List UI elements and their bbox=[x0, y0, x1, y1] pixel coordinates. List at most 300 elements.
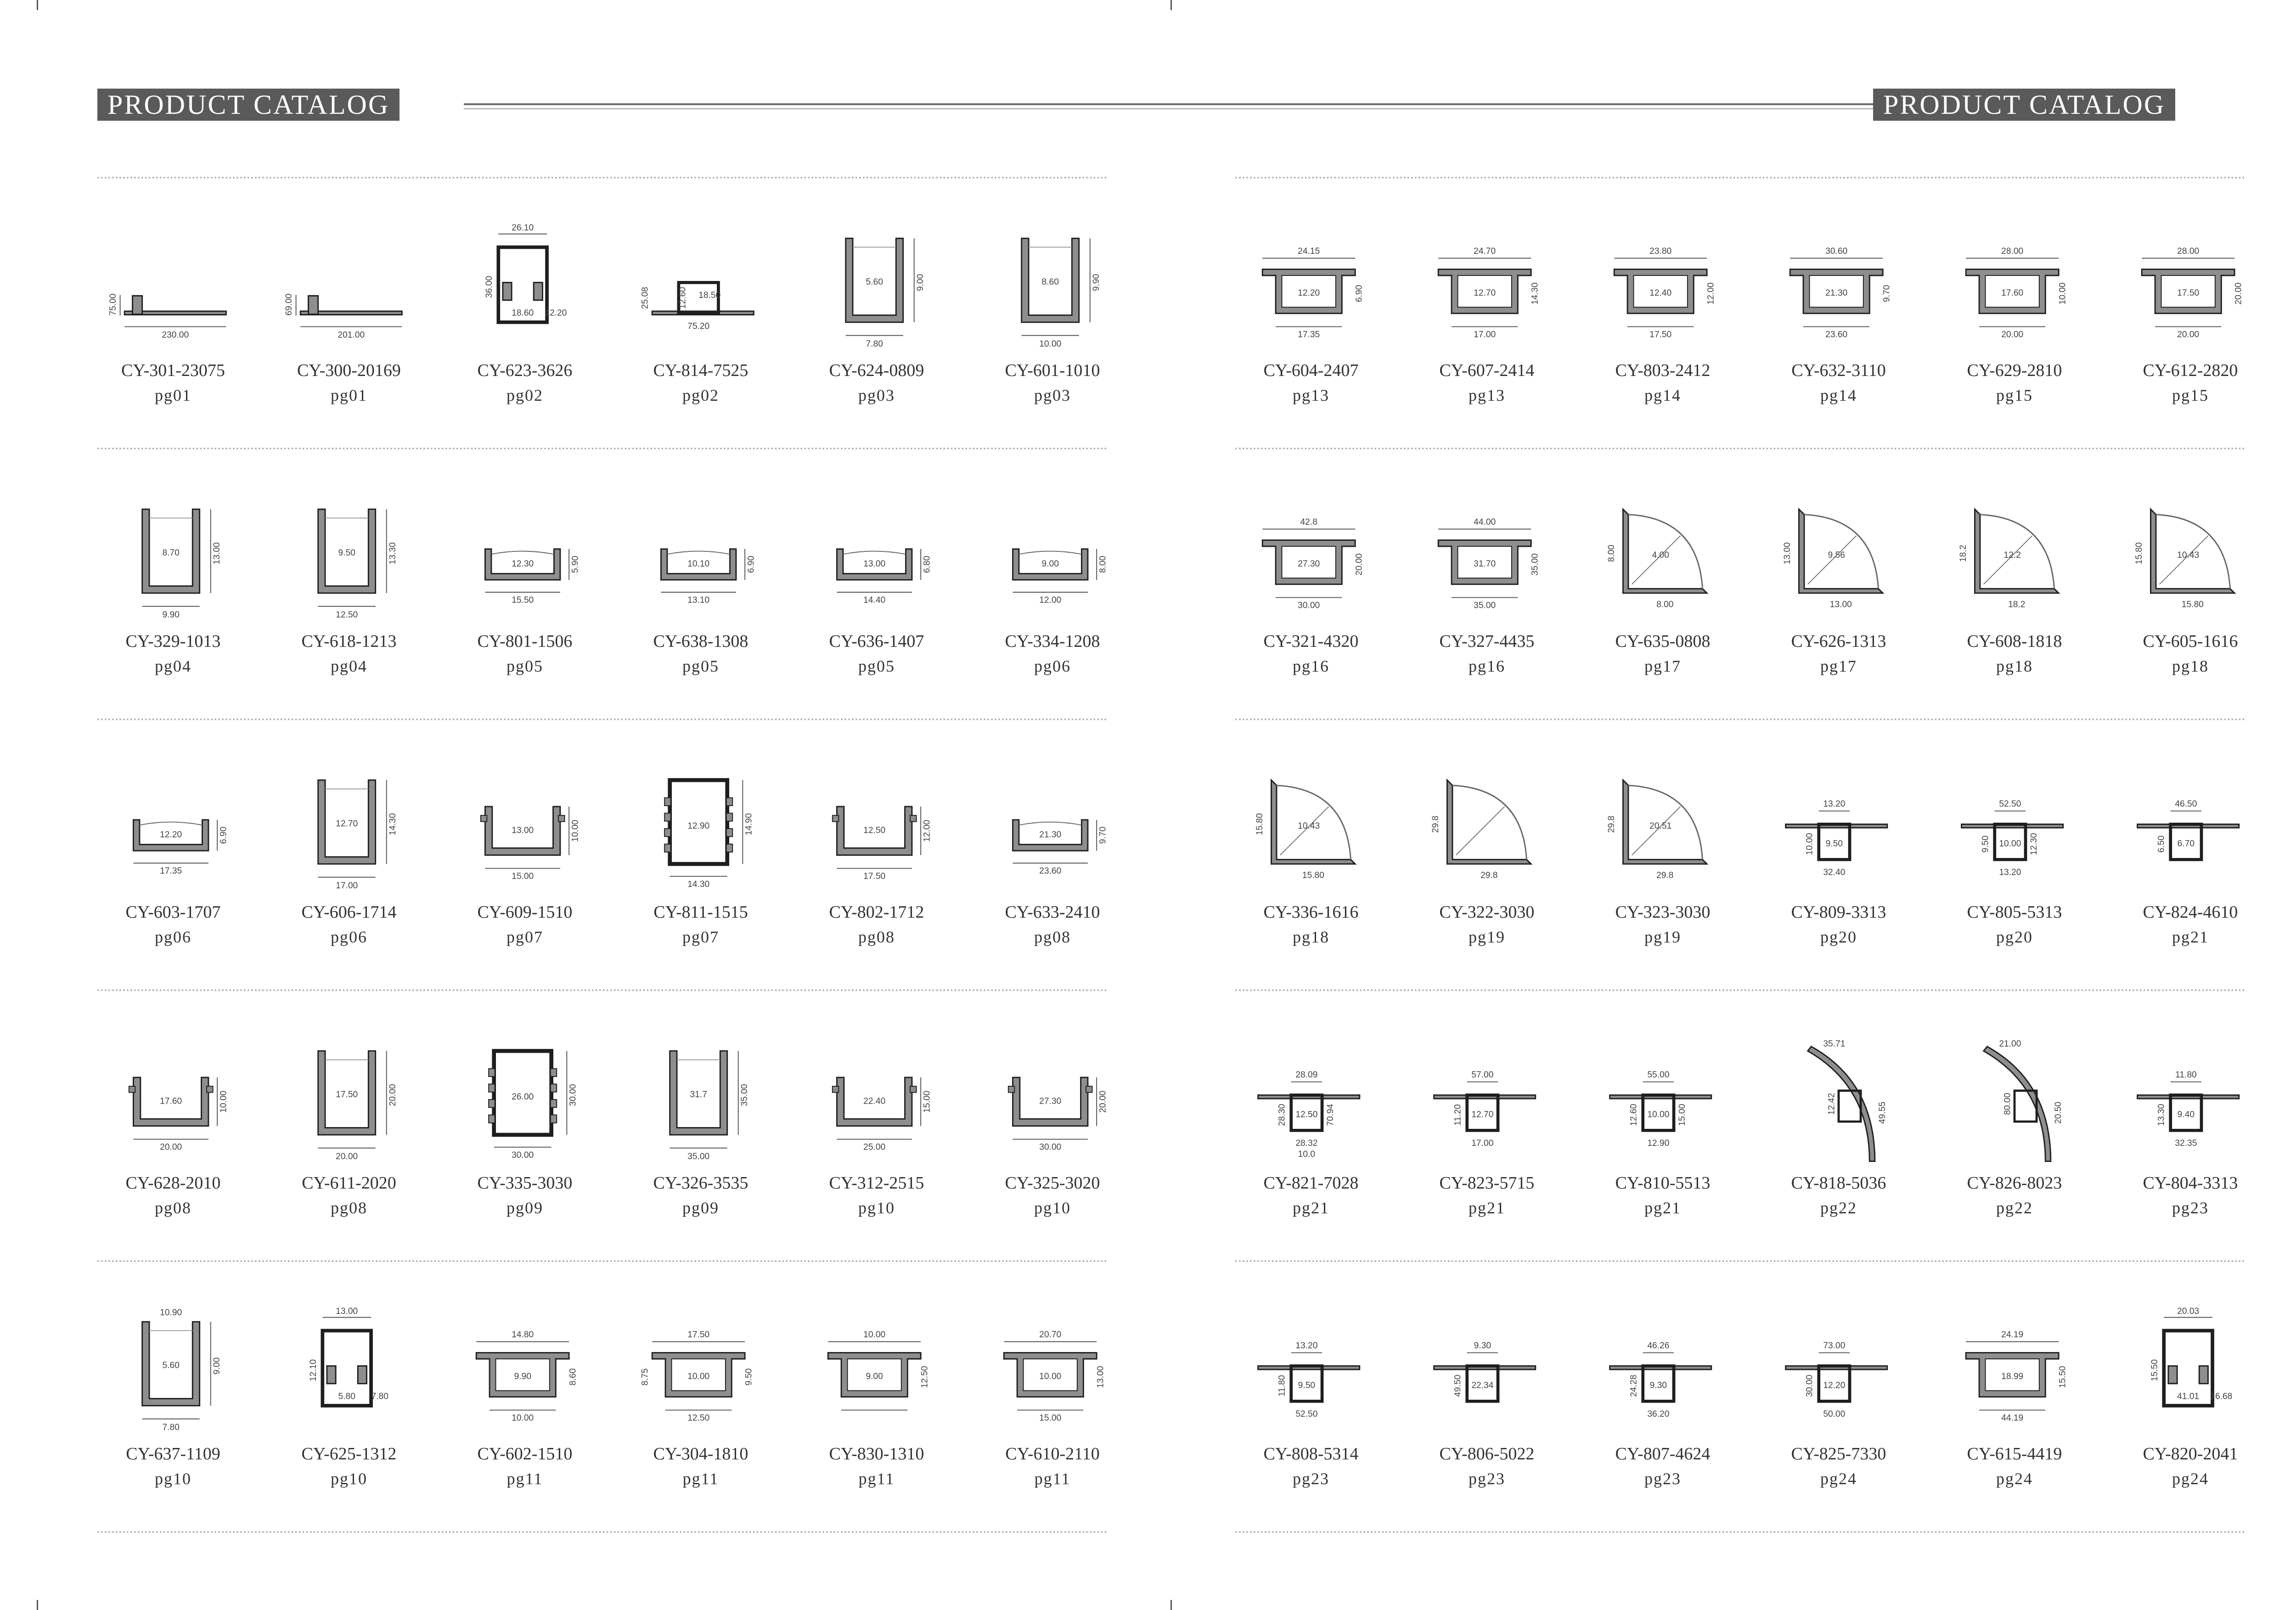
dimension-label: 12.20 bbox=[1823, 1380, 1846, 1391]
profile-shape bbox=[664, 829, 670, 836]
dimension-label: 15.00 bbox=[1039, 1413, 1062, 1423]
product-item bbox=[1939, 454, 2090, 725]
dimension-label: 20.70 bbox=[1039, 1330, 1062, 1340]
dimension-label: 15.80 bbox=[2134, 542, 2144, 565]
page-reference: pg08 bbox=[155, 1199, 191, 1217]
dimension-label: 25.00 bbox=[863, 1142, 886, 1152]
profile-shape bbox=[726, 813, 732, 821]
product-code: CY-609-1510 bbox=[477, 903, 573, 922]
product-code: CY-825-7330 bbox=[1791, 1444, 1886, 1464]
profile-drawing bbox=[467, 1295, 582, 1446]
dimension-label: 29.8 bbox=[1607, 815, 1617, 833]
dimension-label: 44.19 bbox=[2001, 1413, 2024, 1423]
dimension-label: 46.50 bbox=[2175, 799, 2197, 809]
product-item bbox=[1763, 454, 1914, 725]
page-reference: pg05 bbox=[682, 657, 719, 675]
dimension-label: 13.30 bbox=[2156, 1104, 2167, 1126]
profile-drawing bbox=[819, 482, 934, 634]
dimension-label: 20.00 bbox=[2001, 330, 2024, 340]
product-code: CY-334-1208 bbox=[1005, 632, 1100, 651]
product-item bbox=[1763, 725, 1914, 996]
dimension-label: 10.43 bbox=[1298, 821, 1320, 831]
page-reference: pg05 bbox=[506, 657, 543, 675]
dimension-label: 12.00 bbox=[1039, 595, 1062, 606]
profile-drawing bbox=[2133, 1024, 2248, 1175]
dimension-label: 28.30 bbox=[1277, 1104, 1287, 1126]
page-reference: pg24 bbox=[2172, 1470, 2209, 1488]
product-item bbox=[1235, 184, 1387, 454]
profile-drawing bbox=[1605, 1295, 1720, 1446]
profile-drawing bbox=[1781, 753, 1896, 904]
dimension-label: 35.00 bbox=[687, 1151, 710, 1161]
profile-drawing bbox=[2133, 753, 2248, 904]
dimension-label: 10.00 bbox=[1039, 339, 1062, 349]
dimension-label: 11.20 bbox=[1453, 1104, 1463, 1126]
product-code: CY-810-5513 bbox=[1615, 1173, 1711, 1193]
product-code: CY-605-1616 bbox=[2143, 632, 2238, 651]
dimension-label: 13.00 bbox=[512, 825, 534, 836]
profile-drawing bbox=[1781, 211, 1896, 363]
dimension-label: 35.00 bbox=[1530, 553, 1540, 576]
product-item bbox=[1235, 454, 1387, 725]
product-item bbox=[1411, 725, 1563, 996]
page-reference: pg10 bbox=[1034, 1199, 1071, 1217]
dimension-label: 14.30 bbox=[388, 813, 398, 836]
product-item bbox=[1939, 996, 2090, 1267]
dimension-label: 11.80 bbox=[2175, 1070, 2197, 1080]
product-item bbox=[97, 184, 249, 454]
profile-drawing bbox=[1781, 482, 1896, 634]
profile-shape bbox=[664, 813, 670, 821]
product-code: CY-638-1308 bbox=[653, 632, 748, 651]
dimension-label: 9.00 bbox=[1041, 559, 1059, 569]
dimension-label: 10.10 bbox=[687, 559, 710, 569]
product-code: CY-323-3030 bbox=[1615, 903, 1711, 922]
dimension-label: 7.80 bbox=[866, 339, 883, 349]
profile-shape bbox=[489, 1084, 495, 1092]
dimension-label: 13.00 bbox=[212, 542, 222, 565]
product-code: CY-804-3313 bbox=[2143, 1173, 2238, 1193]
product-code: CY-801-1506 bbox=[477, 632, 573, 651]
product-item bbox=[977, 184, 1128, 454]
product-item bbox=[1763, 1267, 1914, 1538]
product-code: CY-826-8023 bbox=[1967, 1173, 2062, 1193]
product-item bbox=[1587, 1267, 1739, 1538]
profile-drawing bbox=[1429, 482, 1544, 634]
product-item bbox=[273, 996, 425, 1267]
dimension-label: 17.60 bbox=[2001, 288, 2024, 298]
page-reference: pg20 bbox=[1820, 928, 1857, 946]
dimension-label: 13.30 bbox=[388, 542, 398, 565]
dimension-label: 23.60 bbox=[1825, 330, 1848, 340]
dimension-label: 14.80 bbox=[512, 1330, 534, 1340]
product-code: CY-830-1310 bbox=[829, 1444, 924, 1464]
profile-shape bbox=[1456, 807, 1505, 855]
dimension-label: 10.0 bbox=[1298, 1150, 1316, 1159]
row-separator bbox=[97, 1260, 1108, 1262]
profile-drawing bbox=[1957, 1295, 2072, 1446]
product-code: CY-811-1515 bbox=[653, 903, 748, 922]
profile-drawing bbox=[1781, 1024, 1896, 1175]
product-code: CY-635-0808 bbox=[1615, 632, 1711, 651]
dimension-label: 17.50 bbox=[2177, 288, 2200, 298]
profile-drawing bbox=[292, 753, 406, 904]
dimension-label: 13.00 bbox=[1096, 1366, 1106, 1388]
dimension-label: 23.80 bbox=[1649, 246, 1672, 256]
dimension-label: 9.50 bbox=[1825, 839, 1843, 849]
dimension-label: 70.94 bbox=[1326, 1104, 1336, 1126]
dimension-label: 10.00 bbox=[512, 1413, 534, 1423]
profile-drawing bbox=[1254, 753, 1368, 904]
product-item bbox=[2115, 725, 2266, 996]
row-separator bbox=[1235, 989, 2245, 991]
dimension-label: 9.50 bbox=[744, 1368, 754, 1386]
dimension-label: 13.20 bbox=[1823, 799, 1846, 809]
crop-mark bbox=[1171, 1600, 1172, 1610]
dimension-label: 5.60 bbox=[162, 1361, 180, 1371]
dimension-label: 12.60 bbox=[1629, 1104, 1639, 1126]
page-reference: pg15 bbox=[1996, 386, 2033, 404]
profile-drawing bbox=[2133, 211, 2248, 363]
dimension-label: 10.00 bbox=[219, 1090, 229, 1113]
dimension-label: 16.68 bbox=[2210, 1391, 2233, 1402]
product-item bbox=[273, 1267, 425, 1538]
dimension-label: 201.00 bbox=[338, 330, 365, 340]
dimension-label: 12.70 bbox=[336, 819, 358, 829]
dimension-label: 25.08 bbox=[640, 286, 650, 309]
product-code: CY-602-1510 bbox=[477, 1444, 573, 1464]
profile-drawing bbox=[1957, 211, 2072, 363]
dimension-label: 28.32 bbox=[1295, 1138, 1318, 1148]
dimension-label: 9.50 bbox=[1298, 1380, 1316, 1391]
dimension-label: 21.00 bbox=[1999, 1039, 2021, 1049]
dimension-label: 15.00 bbox=[1677, 1104, 1688, 1126]
dimension-label: 24.70 bbox=[1474, 246, 1496, 256]
dimension-label: 17.50 bbox=[336, 1090, 358, 1100]
page-reference: pg15 bbox=[2172, 386, 2209, 404]
profile-shape bbox=[358, 1366, 366, 1383]
dimension-label: 24.19 bbox=[2001, 1330, 2024, 1340]
page-reference: pg19 bbox=[1469, 928, 1505, 946]
dimension-label: 24.28 bbox=[1629, 1374, 1639, 1397]
dimension-label: 49.55 bbox=[1877, 1101, 1887, 1124]
profile-drawing bbox=[1957, 1024, 2072, 1175]
product-code: CY-301-23075 bbox=[121, 361, 225, 380]
page-reference: pg05 bbox=[858, 657, 895, 675]
page-reference: pg02 bbox=[682, 386, 719, 404]
page-reference: pg10 bbox=[858, 1199, 895, 1217]
profile-drawing bbox=[1254, 1024, 1368, 1175]
product-code: CY-312-2515 bbox=[829, 1173, 924, 1193]
profile-shape bbox=[833, 815, 838, 821]
product-code: CY-821-7028 bbox=[1263, 1173, 1359, 1193]
dimension-label: 12.2 bbox=[2003, 550, 2021, 560]
product-item bbox=[801, 996, 952, 1267]
dimension-label: 9.50 bbox=[338, 548, 355, 558]
dimension-label: 12.50 bbox=[920, 1366, 930, 1388]
dimension-label: 5.90 bbox=[570, 555, 580, 573]
dimension-label: 20.00 bbox=[1354, 553, 1364, 576]
product-code: CY-603-1707 bbox=[125, 903, 221, 922]
dimension-label: 15.80 bbox=[2181, 600, 2204, 610]
dimension-label: 9.56 bbox=[1828, 550, 1845, 560]
product-code: CY-818-5036 bbox=[1791, 1173, 1886, 1193]
dimension-label: 23.60 bbox=[1039, 866, 1062, 876]
profile-drawing bbox=[467, 753, 582, 904]
dimension-label: 17.35 bbox=[1298, 330, 1320, 340]
dimension-label: 12.20 bbox=[1298, 288, 1320, 298]
dimension-label: 9.90 bbox=[162, 610, 180, 620]
profile-drawing bbox=[1605, 1024, 1720, 1175]
profile-drawing bbox=[643, 1024, 758, 1175]
dimension-label: 12.70 bbox=[1471, 1110, 1494, 1120]
dimension-label: 12.50 bbox=[1295, 1110, 1318, 1120]
dimension-label: 21.30 bbox=[1825, 288, 1848, 298]
product-code: CY-336-1616 bbox=[1263, 903, 1359, 922]
profile-shape bbox=[551, 1100, 557, 1107]
profile-shape bbox=[309, 296, 318, 314]
dimension-label: 27.30 bbox=[1039, 1096, 1062, 1106]
product-item bbox=[977, 1267, 1128, 1538]
page-reference: pg01 bbox=[331, 386, 367, 404]
dimension-label: 24.15 bbox=[1298, 246, 1320, 256]
profile-drawing bbox=[640, 211, 758, 363]
page-reference: pg19 bbox=[1644, 928, 1681, 946]
dimension-label: 10.90 bbox=[160, 1307, 182, 1318]
crop-mark bbox=[1171, 0, 1172, 10]
product-code: CY-636-1407 bbox=[829, 632, 924, 651]
dimension-label: 9.50 bbox=[1981, 835, 1991, 853]
dimension-label: 5.80 bbox=[338, 1391, 355, 1402]
page-reference: pg06 bbox=[331, 928, 367, 946]
profile-shape bbox=[1452, 785, 1527, 860]
product-item bbox=[801, 184, 952, 454]
product-item bbox=[625, 454, 777, 725]
product-code: CY-623-3626 bbox=[477, 361, 573, 380]
profile-shape bbox=[558, 815, 564, 821]
product-item bbox=[1411, 184, 1563, 454]
profile-shape bbox=[551, 1115, 557, 1123]
product-code: CY-820-2041 bbox=[2143, 1444, 2238, 1464]
dimension-label: 17.60 bbox=[160, 1096, 182, 1106]
profile-shape bbox=[2199, 1366, 2208, 1383]
page-reference: pg08 bbox=[331, 1199, 367, 1217]
profile-shape bbox=[726, 844, 732, 852]
product-item bbox=[1763, 996, 1914, 1267]
page-reference: pg22 bbox=[1820, 1199, 1857, 1217]
row-separator bbox=[1235, 1260, 2245, 1262]
page-reference: pg10 bbox=[331, 1470, 367, 1488]
dimension-label: 230.00 bbox=[162, 330, 189, 340]
product-code: CY-626-1313 bbox=[1791, 632, 1886, 651]
page-reference: pg14 bbox=[1820, 386, 1857, 404]
product-item bbox=[1411, 996, 1563, 1267]
product-code: CY-606-1714 bbox=[301, 903, 397, 922]
dimension-label: 8.60 bbox=[1041, 277, 1059, 287]
profile-drawing bbox=[2133, 1295, 2248, 1446]
dimension-label: 14.30 bbox=[1530, 282, 1540, 305]
profile-shape bbox=[1019, 822, 1082, 825]
dimension-label: 9.30 bbox=[1649, 1380, 1667, 1391]
dimension-label: 20.00 bbox=[2234, 282, 2244, 305]
profile-drawing bbox=[1429, 1295, 1544, 1446]
profile-shape bbox=[489, 1115, 495, 1123]
dimension-label: 17.50 bbox=[687, 1330, 710, 1340]
page-reference: pg14 bbox=[1644, 386, 1681, 404]
dimension-label: 12.60 bbox=[678, 286, 688, 309]
dimension-label: 12.10 bbox=[308, 1359, 318, 1382]
dimension-label: 10.00 bbox=[1999, 839, 2021, 849]
dimension-label: 6.70 bbox=[2177, 839, 2195, 849]
page-reference: pg07 bbox=[506, 928, 543, 946]
page-reference: pg04 bbox=[331, 657, 367, 675]
dimension-label: 9.00 bbox=[866, 1372, 883, 1382]
dimension-label: 29.8 bbox=[1656, 870, 1674, 881]
profile-drawing bbox=[292, 1295, 406, 1446]
page-reference: pg03 bbox=[858, 386, 895, 404]
dimension-label: 18.99 bbox=[2001, 1372, 2024, 1382]
row-separator bbox=[1235, 448, 2245, 449]
dimension-label: 12.90 bbox=[687, 821, 710, 831]
dimension-label: 18.2 bbox=[2008, 600, 2026, 610]
product-code: CY-629-2810 bbox=[1967, 361, 2062, 380]
dimension-label: 18.50 bbox=[698, 291, 721, 301]
product-code: CY-335-3030 bbox=[477, 1173, 573, 1193]
dimension-label: 26.10 bbox=[512, 223, 534, 233]
product-item bbox=[2115, 996, 2266, 1267]
profile-drawing bbox=[819, 753, 934, 904]
product-code: CY-300-20169 bbox=[297, 361, 401, 380]
product-code: CY-632-3110 bbox=[1791, 361, 1886, 380]
page-reference: pg03 bbox=[1034, 386, 1071, 404]
product-code: CY-325-3020 bbox=[1005, 1173, 1100, 1193]
product-code: CY-608-1818 bbox=[1967, 632, 2062, 651]
profile-drawing bbox=[116, 1024, 231, 1175]
product-item bbox=[449, 454, 601, 725]
profile-shape bbox=[667, 551, 730, 555]
dimension-label: 10.00 bbox=[1647, 1110, 1670, 1120]
dimension-label: 6.50 bbox=[2156, 835, 2167, 853]
dimension-label: 9.00 bbox=[915, 274, 925, 292]
dimension-label: 30.00 bbox=[1298, 600, 1320, 611]
profile-drawing bbox=[819, 1024, 934, 1175]
dimension-label: 22.40 bbox=[863, 1096, 886, 1106]
dimension-label: 4.00 bbox=[1652, 550, 1669, 560]
product-item bbox=[97, 996, 249, 1267]
dimension-label: 57.00 bbox=[1471, 1070, 1494, 1080]
row-separator bbox=[97, 989, 1108, 991]
page-reference: pg08 bbox=[1034, 928, 1071, 946]
product-item bbox=[449, 184, 601, 454]
dimension-label: 15.50 bbox=[2058, 1366, 2068, 1388]
row-separator bbox=[97, 177, 1108, 179]
product-code: CY-604-2407 bbox=[1263, 361, 1359, 380]
product-code: CY-803-2412 bbox=[1615, 361, 1711, 380]
dimension-label: 10.00 bbox=[687, 1372, 710, 1382]
page-reference: pg22 bbox=[1996, 1199, 2033, 1217]
product-item bbox=[625, 1267, 777, 1538]
product-item bbox=[2115, 184, 2266, 454]
profile-drawing bbox=[995, 211, 1110, 363]
page-reference: pg18 bbox=[2172, 657, 2209, 675]
dimension-label: 10.00 bbox=[2058, 282, 2068, 305]
product-item bbox=[97, 454, 249, 725]
dimension-label: 13.00 bbox=[336, 1306, 358, 1316]
dimension-label: 17.35 bbox=[160, 866, 182, 876]
dimension-label: 6.90 bbox=[1354, 285, 1364, 303]
dimension-label: 8.60 bbox=[568, 1368, 578, 1386]
product-code: CY-611-2020 bbox=[302, 1173, 396, 1193]
product-code: CY-823-5715 bbox=[1439, 1173, 1535, 1193]
page-reference: pg09 bbox=[506, 1199, 543, 1217]
dimension-label: 13.20 bbox=[1999, 867, 2021, 877]
dimension-label: 36.00 bbox=[484, 275, 494, 298]
dimension-label: 20.51 bbox=[1649, 821, 1672, 831]
product-item bbox=[1939, 184, 2090, 454]
product-code: CY-807-4624 bbox=[1615, 1444, 1711, 1464]
dimension-label: 28.00 bbox=[2001, 246, 2024, 256]
dimension-label: 36.20 bbox=[1647, 1409, 1670, 1419]
dimension-label: 35.71 bbox=[1823, 1039, 1846, 1049]
dimension-label: 8.00 bbox=[1098, 555, 1108, 573]
profile-drawing bbox=[1254, 211, 1368, 363]
profile-drawing bbox=[108, 211, 231, 363]
dimension-label: 12.42 bbox=[1827, 1093, 1837, 1115]
product-item bbox=[97, 1267, 249, 1538]
profile-shape bbox=[726, 798, 732, 806]
dimension-label: 14.40 bbox=[863, 595, 886, 606]
page-reference: pg21 bbox=[1644, 1199, 1681, 1217]
dimension-label: 12.50 bbox=[687, 1413, 710, 1423]
dimension-label: 10.00 bbox=[1805, 833, 1815, 855]
product-item bbox=[449, 1267, 601, 1538]
dimension-label: 15.50 bbox=[512, 595, 534, 606]
profile-shape bbox=[1984, 1047, 2051, 1161]
dimension-label: 6.80 bbox=[922, 555, 932, 573]
product-code: CY-637-1109 bbox=[126, 1444, 220, 1464]
product-item bbox=[1587, 454, 1739, 725]
dimension-label: 46.26 bbox=[1647, 1341, 1670, 1351]
product-code: CY-802-1712 bbox=[829, 903, 924, 922]
dimension-label: 18.2 bbox=[1958, 544, 1969, 562]
page-reference: pg16 bbox=[1469, 657, 1505, 675]
page-reference: pg11 bbox=[682, 1470, 719, 1488]
profile-drawing bbox=[1605, 482, 1720, 634]
dimension-label: 13.20 bbox=[1295, 1341, 1318, 1351]
page-reference: pg06 bbox=[1034, 657, 1071, 675]
dimension-label: 5.60 bbox=[866, 277, 883, 287]
page-reference: pg17 bbox=[1644, 657, 1681, 675]
dimension-label: 20.00 bbox=[1098, 1090, 1108, 1113]
product-code: CY-624-0809 bbox=[829, 361, 924, 380]
dimension-label: 12.20 bbox=[160, 830, 182, 840]
dimension-label: 80.00 bbox=[2003, 1093, 2013, 1115]
product-item bbox=[625, 184, 777, 454]
profile-drawing bbox=[2133, 482, 2248, 634]
page-reference: pg16 bbox=[1293, 657, 1329, 675]
product-code: CY-809-3313 bbox=[1791, 903, 1886, 922]
row-separator bbox=[97, 448, 1108, 449]
dimension-label: 20.00 bbox=[2177, 330, 2200, 340]
profile-shape bbox=[910, 815, 916, 821]
profile-shape bbox=[207, 1086, 213, 1092]
dimension-label: 12.20 bbox=[545, 308, 567, 318]
dimension-label: 49.50 bbox=[1453, 1374, 1463, 1397]
page-reference: pg04 bbox=[155, 657, 191, 675]
profile-drawing bbox=[643, 753, 758, 904]
page-reference: pg23 bbox=[1469, 1470, 1505, 1488]
dimension-label: 26.00 bbox=[512, 1092, 534, 1102]
